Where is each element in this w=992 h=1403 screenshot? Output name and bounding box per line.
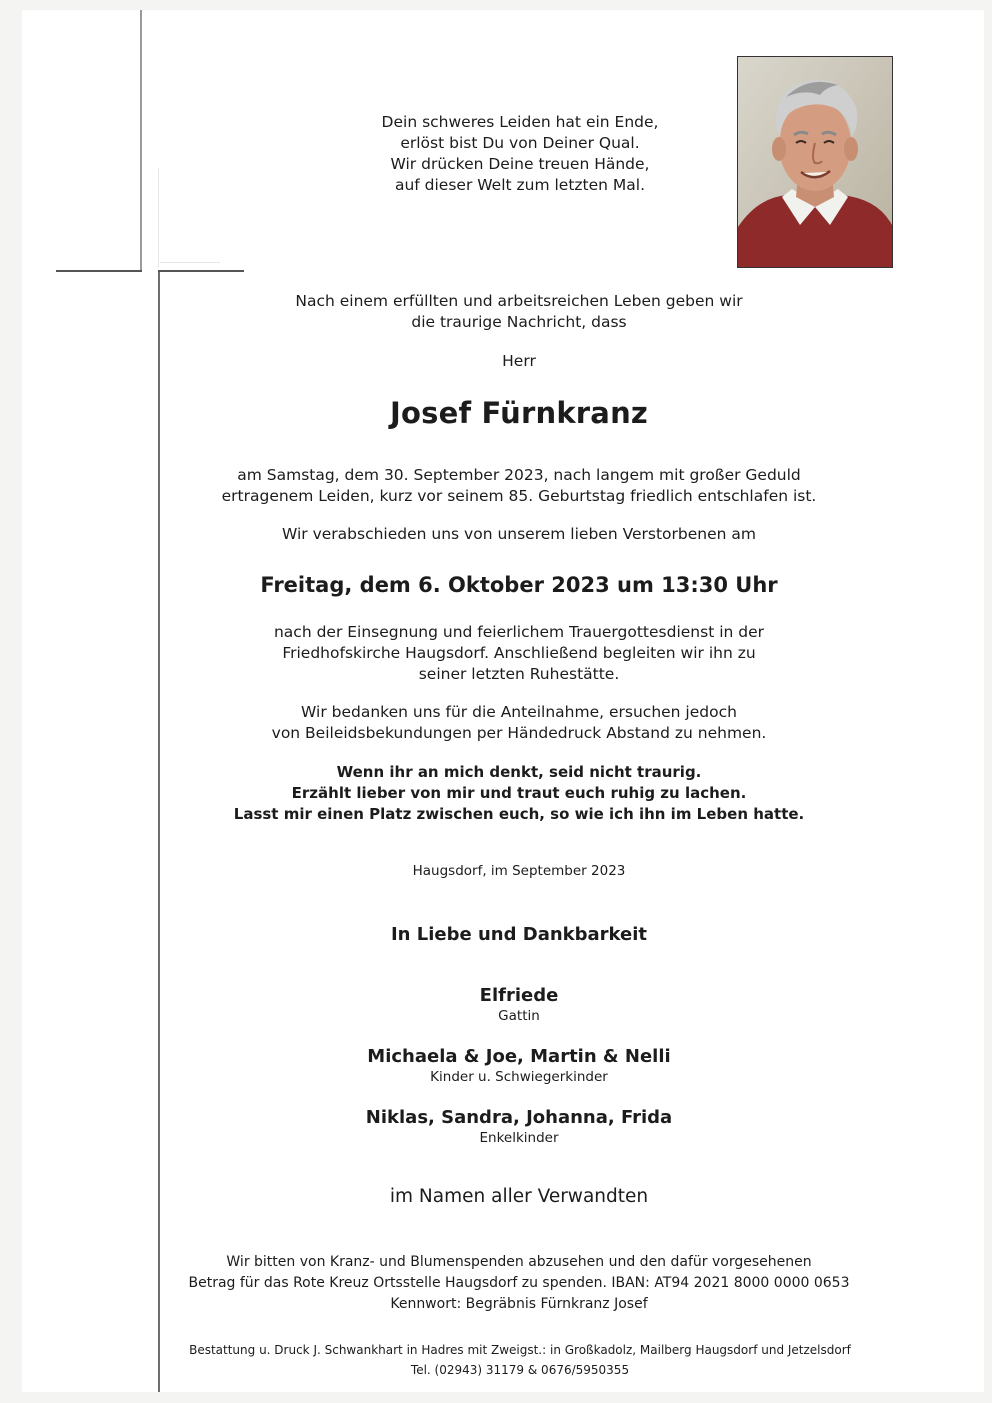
ceremony-line: seiner letzten Ruhestätte. <box>418 665 620 683</box>
family-names: Niklas, Sandra, Johanna, Frida <box>365 1107 673 1128</box>
intro-line: die traurige Nachricht, dass <box>411 313 627 331</box>
relatives-line: im Namen aller Verwandten <box>389 1186 649 1207</box>
family-relation: Kinder u. Schwiegerkinder <box>430 1069 608 1085</box>
death-notice-line: am Samstag, dem 30. September 2023, nach langem mit großer Geduld <box>237 466 801 484</box>
thanks-note <box>160 702 878 744</box>
funeral-home-footer <box>170 1340 870 1380</box>
announcement-intro <box>160 291 878 333</box>
poem <box>290 112 750 196</box>
family-group <box>160 1046 878 1085</box>
poem-line: Dein schweres Leiden hat ein Ende, <box>381 113 659 131</box>
poem-line: Wir drücken Deine treuen Hände, <box>390 155 650 173</box>
death-notice-line: ertragenem Leiden, kurz vor seinem 85. Geburtstag friedlich entschlafen ist. <box>221 487 817 505</box>
donation-line: Betrag für das Rote Kreuz Ortsstelle Haugsdorf zu spenden. IBAN: AT94 2021 8000 0000 0653 <box>188 1275 850 1291</box>
cross-arm-right <box>158 270 244 272</box>
ceremony-line: nach der Einsegnung und feierlichem Trauergottesdienst in der <box>273 623 765 641</box>
portrait-photo-icon <box>738 57 892 267</box>
salutation: Herr <box>502 352 536 370</box>
cross-arm-left <box>56 270 142 272</box>
place-date: Haugsdorf, im September 2023 <box>412 863 626 879</box>
cross-vertical-upper <box>140 10 142 270</box>
cross-vertical-lower <box>158 272 160 1392</box>
poem-line: erlöst bist Du von Deiner Qual. <box>400 134 640 152</box>
donation-line: Wir bitten von Kranz- und Blumenspenden abzusehen und den dafür vorgesehenen <box>226 1254 812 1270</box>
footer-line: Bestattung u. Druck J. Schwankhart in Hadres mit Zweigst.: in Großkadolz, Mailberg Haugsdorf und Jetzelsdorf <box>189 1343 851 1357</box>
ceremony-line: Friedhofskirche Haugsdorf. Anschließend begleiten wir ihn zu <box>282 644 756 662</box>
quote-line: Erzählt lieber von mir und traut euch ruhig zu lachen. <box>291 784 747 802</box>
quote-line: Lasst mir einen Platz zwischen euch, so wie ich ihn im Leben hatte. <box>233 805 805 823</box>
farewell-intro: Wir verabschieden uns von unserem lieben Verstorbenen am <box>282 525 756 543</box>
footer-line: Tel. (02943) 31179 & 0676/5950355 <box>410 1363 630 1377</box>
family-group <box>160 985 878 1024</box>
deceased-name: Josef Fürnkranz <box>390 396 648 430</box>
family-relation: Enkelkinder <box>479 1130 559 1146</box>
cross-shadow-line <box>160 262 220 263</box>
donation-request <box>160 1252 878 1315</box>
donation-line: Kennwort: Begräbnis Fürnkranz Josef <box>390 1296 648 1312</box>
funeral-date: Freitag, dem 6. Oktober 2023 um 13:30 Uhr <box>260 573 778 597</box>
family-names: Elfriede <box>479 985 559 1006</box>
quote-line: Wenn ihr an mich denkt, seid nicht traurig. <box>336 763 702 781</box>
thanks-line: Wir bedanken uns für die Anteilnahme, ersuchen jedoch <box>301 703 737 721</box>
thanks-line: von Beileidsbekundungen per Händedruck Abstand zu nehmen. <box>271 724 767 742</box>
intro-line: Nach einem erfüllten und arbeitsreichen Leben geben wir <box>295 292 743 310</box>
family-names: Michaela & Joe, Martin & Nelli <box>367 1046 671 1067</box>
death-notice <box>160 465 878 507</box>
ceremony-details <box>160 622 878 685</box>
closing-phrase: In Liebe und Dankbarkeit <box>390 924 648 945</box>
poem-line: auf dieser Welt zum letzten Mal. <box>394 176 646 194</box>
portrait-photo <box>737 56 893 268</box>
family-relation: Gattin <box>498 1008 540 1024</box>
memorial-quote <box>160 762 878 825</box>
family-group <box>160 1107 878 1146</box>
cross-shadow-line <box>158 168 159 268</box>
